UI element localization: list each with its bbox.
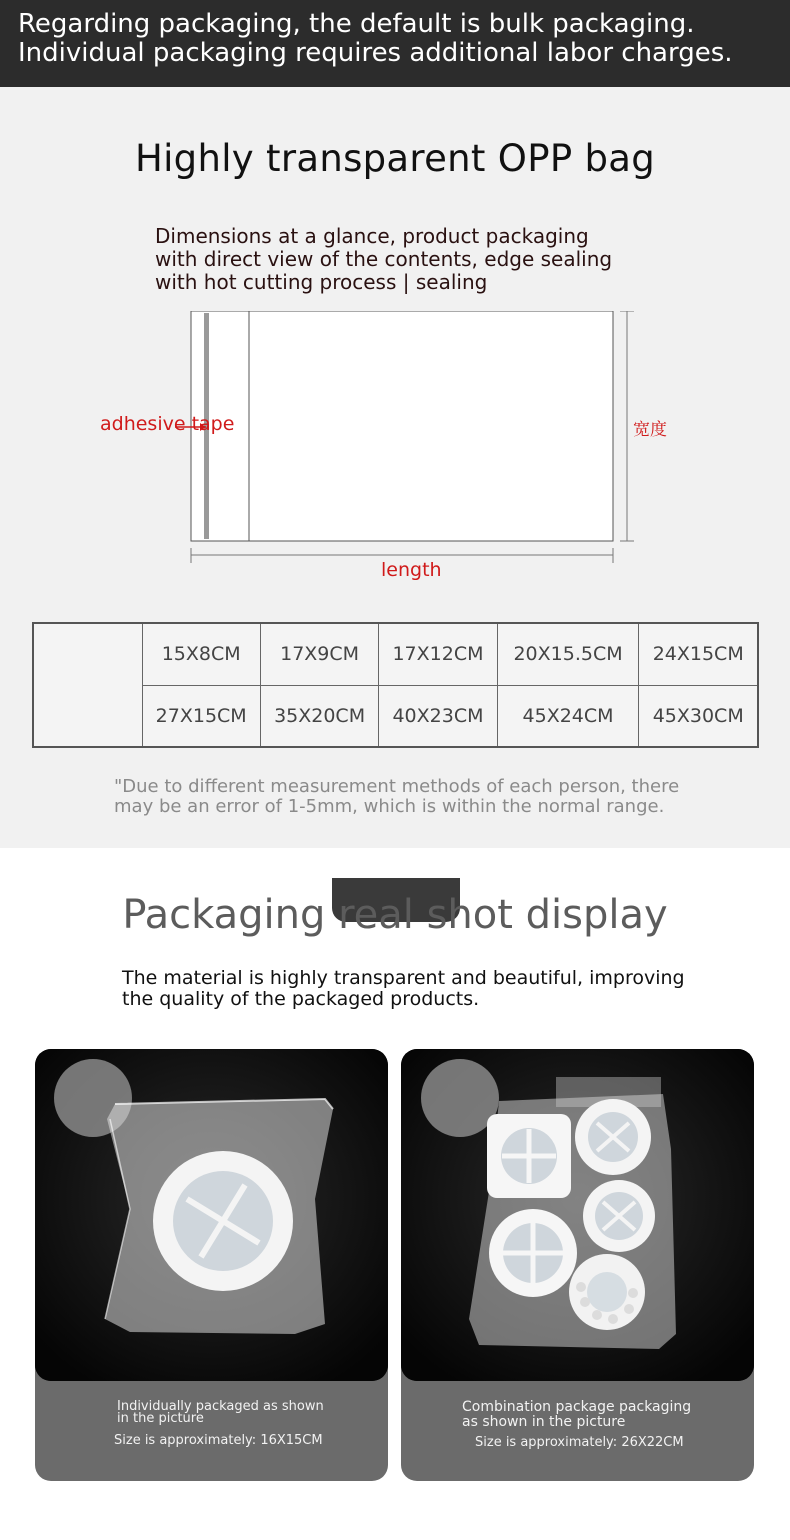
spec-description: [155, 225, 612, 294]
size-cell: 24X15CM: [639, 623, 758, 685]
label-width: 宽度: [633, 420, 667, 440]
display-sub-line: The material is highly transparent and beautiful, improving: [122, 967, 685, 989]
size-cell: 45X24CM: [497, 685, 639, 747]
combo-photo-illustration: [401, 1049, 754, 1381]
measurement-note: [114, 777, 679, 817]
caption-line: Individually packaged as shown: [117, 1399, 324, 1414]
product-card-combination: [401, 1049, 754, 1481]
real-shot-section: [0, 848, 790, 1540]
table-row: [33, 623, 758, 685]
display-sub-line: the quality of the packaged products.: [122, 988, 480, 1010]
display-subtitle: [122, 968, 685, 1010]
top-banner: [0, 0, 790, 87]
card-caption-individual: [117, 1401, 388, 1425]
label-adhesive-tape: adhesive tape: [100, 413, 235, 435]
bag-outline: [191, 311, 613, 541]
size-cell: 40X23CM: [379, 685, 497, 747]
product-photo-combination: [401, 1049, 754, 1381]
bag-spec-section: [0, 87, 790, 848]
spec-desc-line: with hot cutting process | sealing: [155, 270, 488, 294]
note-line: "Due to different measurement methods of each person, there: [114, 776, 680, 797]
product-card-individual: [35, 1049, 388, 1481]
size-cell: 27X15CM: [142, 685, 260, 747]
label-length: length: [381, 559, 442, 581]
caption-line: Combination package packaging: [462, 1399, 692, 1415]
size-table: [32, 622, 759, 748]
card-caption-combination: [462, 1400, 754, 1430]
product-photo-individual: [35, 1049, 388, 1381]
note-line: may be an error of 1-5mm, which is within the normal range.: [114, 796, 665, 817]
bag-dimension-diagram: [0, 311, 790, 581]
banner-line-2: Individual packaging requires additional labor charges.: [18, 38, 733, 68]
size-cell: 15X8CM: [142, 623, 260, 685]
caption-line: in the picture: [117, 1411, 204, 1426]
card-size-individual: Size is approximately: 16X15CM: [114, 1433, 323, 1448]
table-row: [33, 685, 758, 747]
banner-line-1: Regarding packaging, the default is bulk packaging.: [18, 9, 695, 39]
size-cell: 45X30CM: [639, 685, 758, 747]
size-cell: 20X15.5CM: [497, 623, 639, 685]
spec-desc-line: with direct view of the contents, edge sealing: [155, 247, 613, 271]
size-cell: 17X12CM: [379, 623, 497, 685]
size-cell: 17X9CM: [260, 623, 378, 685]
size-cell: 35X20CM: [260, 685, 378, 747]
display-title: Packaging real shot display: [122, 892, 668, 938]
bag-diagram-drawing: [0, 311, 790, 581]
card-size-combination: Size is approximately: 26X22CM: [475, 1435, 684, 1450]
spec-desc-line: Dimensions at a glance, product packaging: [155, 224, 589, 248]
caption-line: as shown in the picture: [462, 1414, 626, 1430]
spec-title: Highly transparent OPP bag: [134, 137, 656, 180]
table-header-cell: [33, 623, 142, 747]
bag-photo-illustration: [35, 1049, 388, 1381]
